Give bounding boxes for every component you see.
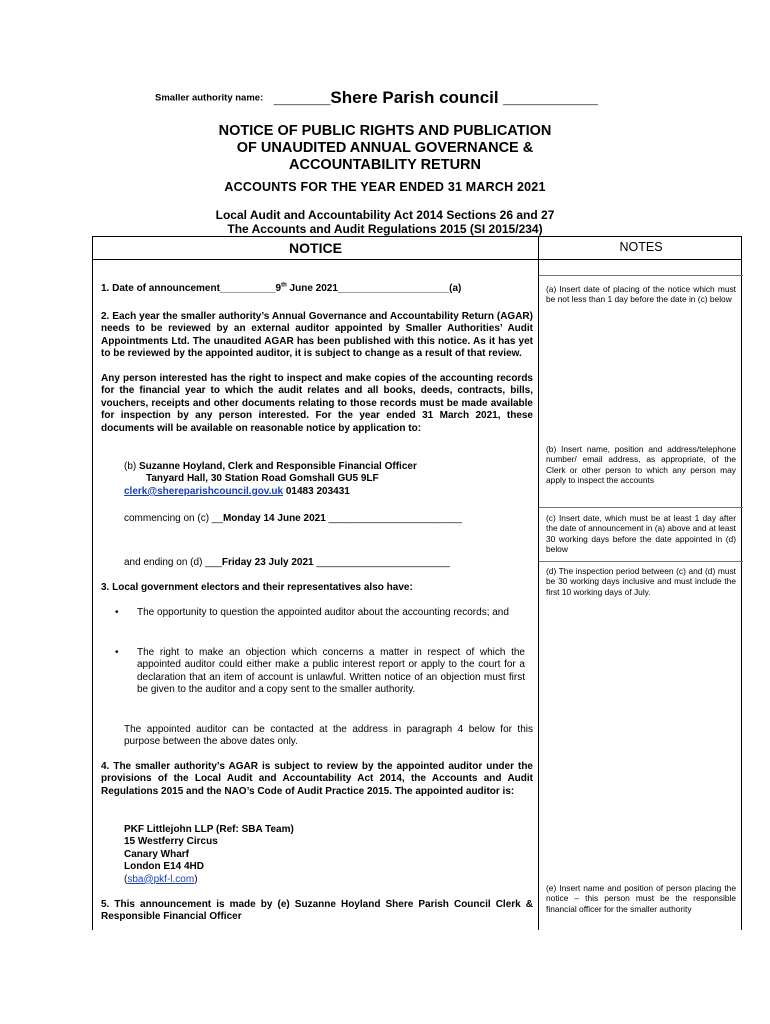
notice-table bbox=[92, 236, 742, 930]
note-d: (d) The inspection period between (c) and (d) must be 30 working days inclusive and must include the first 10 working days of July. bbox=[546, 566, 736, 597]
paragraph-3: 3. Local government electors and their representatives also have: bbox=[101, 582, 413, 593]
note-rule-a bbox=[539, 275, 743, 276]
paragraph-2-rights: Any person interested has the right to inspect and make copies of the accounting records for the financial year to which the audit relates and all books, deeds, contracts, bills, vouchers, receipts and other documents relating to those records must be made available for inspection by any person interested. For the year ended 31 March 2021, these documents will be available on reasonable notice by application to: bbox=[101, 373, 533, 434]
contact-phone: 01483 203431 bbox=[283, 485, 350, 497]
authority-label: Smaller authority name: bbox=[155, 92, 264, 104]
paragraph-5: 5. This announcement is made by (e) Suzanne Hoyland Shere Parish Council Clerk & Responsible Financial Officer bbox=[101, 899, 533, 923]
title-line-1: NOTICE OF PUBLIC RIGHTS AND PUBLICATION bbox=[218, 123, 552, 139]
accounts-subtitle: ACCOUNTS FOR THE YEAR ENDED 31 MARCH 2021 bbox=[224, 180, 546, 194]
auditor-address: PKF Littlejohn LLP (Ref: SBA Team) 15 Westferry Circus Canary Wharf London E14 4HD (sba@pkf-l.com) bbox=[124, 824, 533, 886]
commencing-prefix: commencing on (c) __ bbox=[124, 513, 223, 524]
date-superscript: th bbox=[281, 282, 287, 289]
bullet-dot: • bbox=[115, 647, 119, 658]
auditor-email-link[interactable]: sba@pkf-l.com bbox=[127, 873, 195, 885]
commencing-line bbox=[124, 513, 533, 525]
notice-column-header: NOTICE bbox=[289, 240, 342, 256]
title-line-3: ACCOUNTABILITY RETURN bbox=[289, 157, 481, 173]
contact-name: Suzanne Hoyland, Clerk and Responsible Financial Officer bbox=[139, 461, 417, 472]
note-b: (b) Insert name, position and address/telephone number/ email address, as appropriate, of the Clerk or other person to which any person may apply to inspect the accounts bbox=[546, 444, 736, 486]
note-a: (a) Insert date of placing of the notice which must be not less than 1 day before the date in (c) below bbox=[546, 284, 736, 305]
column-divider bbox=[538, 237, 539, 930]
ending-suffix: ________________________ bbox=[313, 557, 450, 568]
note-rule-d bbox=[539, 561, 743, 562]
auditor-line-4: London E14 4HD bbox=[124, 861, 205, 873]
paragraph-2: 2. Each year the smaller authority’s Annual Governance and Accountability Return (AGAR) needs to be reviewed by an external auditor appointed by Smaller Authorities’ Audit Appointments Ltd. The unaudited AGAR has been published with this notice. As it has yet to be reviewed by the appointed auditor, it is subject to change as a result of that review. bbox=[101, 311, 533, 360]
authority-name-line bbox=[155, 88, 635, 108]
ending-date: Friday 23 July 2021 bbox=[221, 557, 314, 568]
contact-address: Tanyard Hall, 30 Station Road Gomshall GU5 9LF bbox=[146, 473, 379, 485]
clerk-email-link[interactable]: clerk@shereparishcouncil.gov.uk bbox=[124, 485, 284, 497]
note-rule-c bbox=[539, 507, 743, 508]
authority-name: ______Shere Parish council __________ bbox=[273, 88, 598, 107]
auditor-line-1: PKF Littlejohn LLP (Ref: SBA Team) bbox=[124, 824, 294, 835]
notice-title bbox=[140, 123, 630, 174]
header-rule bbox=[93, 259, 741, 260]
bullet-dot: • bbox=[115, 607, 119, 618]
legislation-line-1: Local Audit and Accountability Act 2014 Sections 26 and 27 bbox=[215, 208, 555, 222]
contact-prefix: (b) bbox=[124, 461, 139, 472]
paragraph-4: 4. The smaller authority’s AGAR is subject to review by the appointed auditor under the provisions of the Local Audit and Accountability Act 2014, the Accounts and Audit Regulations 2015 and the NAO’s Code of Audit Practice 2015. The appointed auditor is: bbox=[101, 761, 533, 797]
auditor-line-2: 15 Westferry Circus bbox=[124, 836, 218, 848]
notes-column-header: NOTES bbox=[619, 240, 663, 254]
contact-block bbox=[124, 461, 533, 498]
bullet-text: The right to make an objection which concerns a matter in respect of which the appointed auditor could either make a public interest report or apply to the court for a declaration that an item of account is unlawful. Written notice of an objection must first be given to the auditor and a copy sent to the smaller authority. bbox=[137, 647, 525, 696]
auditor-contact-note: The appointed auditor can be contacted at the address in paragraph 4 below for this purpose between the above dates only. bbox=[124, 724, 533, 748]
auditor-line-3: Canary Wharf bbox=[124, 848, 190, 860]
title-line-2: OF UNAUDITED ANNUAL GOVERNANCE & bbox=[236, 140, 534, 156]
note-c: (c) Insert date, which must be at least 1 day after the date of announcement in (a) above and at least 30 working days before the date appointed in (d) below bbox=[546, 513, 736, 555]
date-prefix: 1. Date of announcement__________9 bbox=[101, 283, 282, 294]
ending-line bbox=[124, 557, 533, 569]
commencing-date: Monday 14 June 2021 bbox=[222, 513, 326, 524]
legislation-heading bbox=[140, 208, 630, 236]
legislation-line-2: The Accounts and Audit Regulations 2015 (SI 2015/234) bbox=[227, 222, 543, 236]
paragraph-1-date bbox=[101, 283, 533, 295]
note-e: (e) Insert name and position of person placing the notice – this person must be the responsible financial officer for the smaller authority bbox=[546, 883, 736, 914]
ending-prefix: and ending on (d) ___ bbox=[124, 557, 222, 568]
date-suffix: June 2021____________________(a) bbox=[286, 283, 462, 294]
commencing-suffix: ________________________ bbox=[325, 513, 463, 524]
bullet-text: The opportunity to question the appointed auditor about the accounting records; and bbox=[137, 607, 509, 618]
